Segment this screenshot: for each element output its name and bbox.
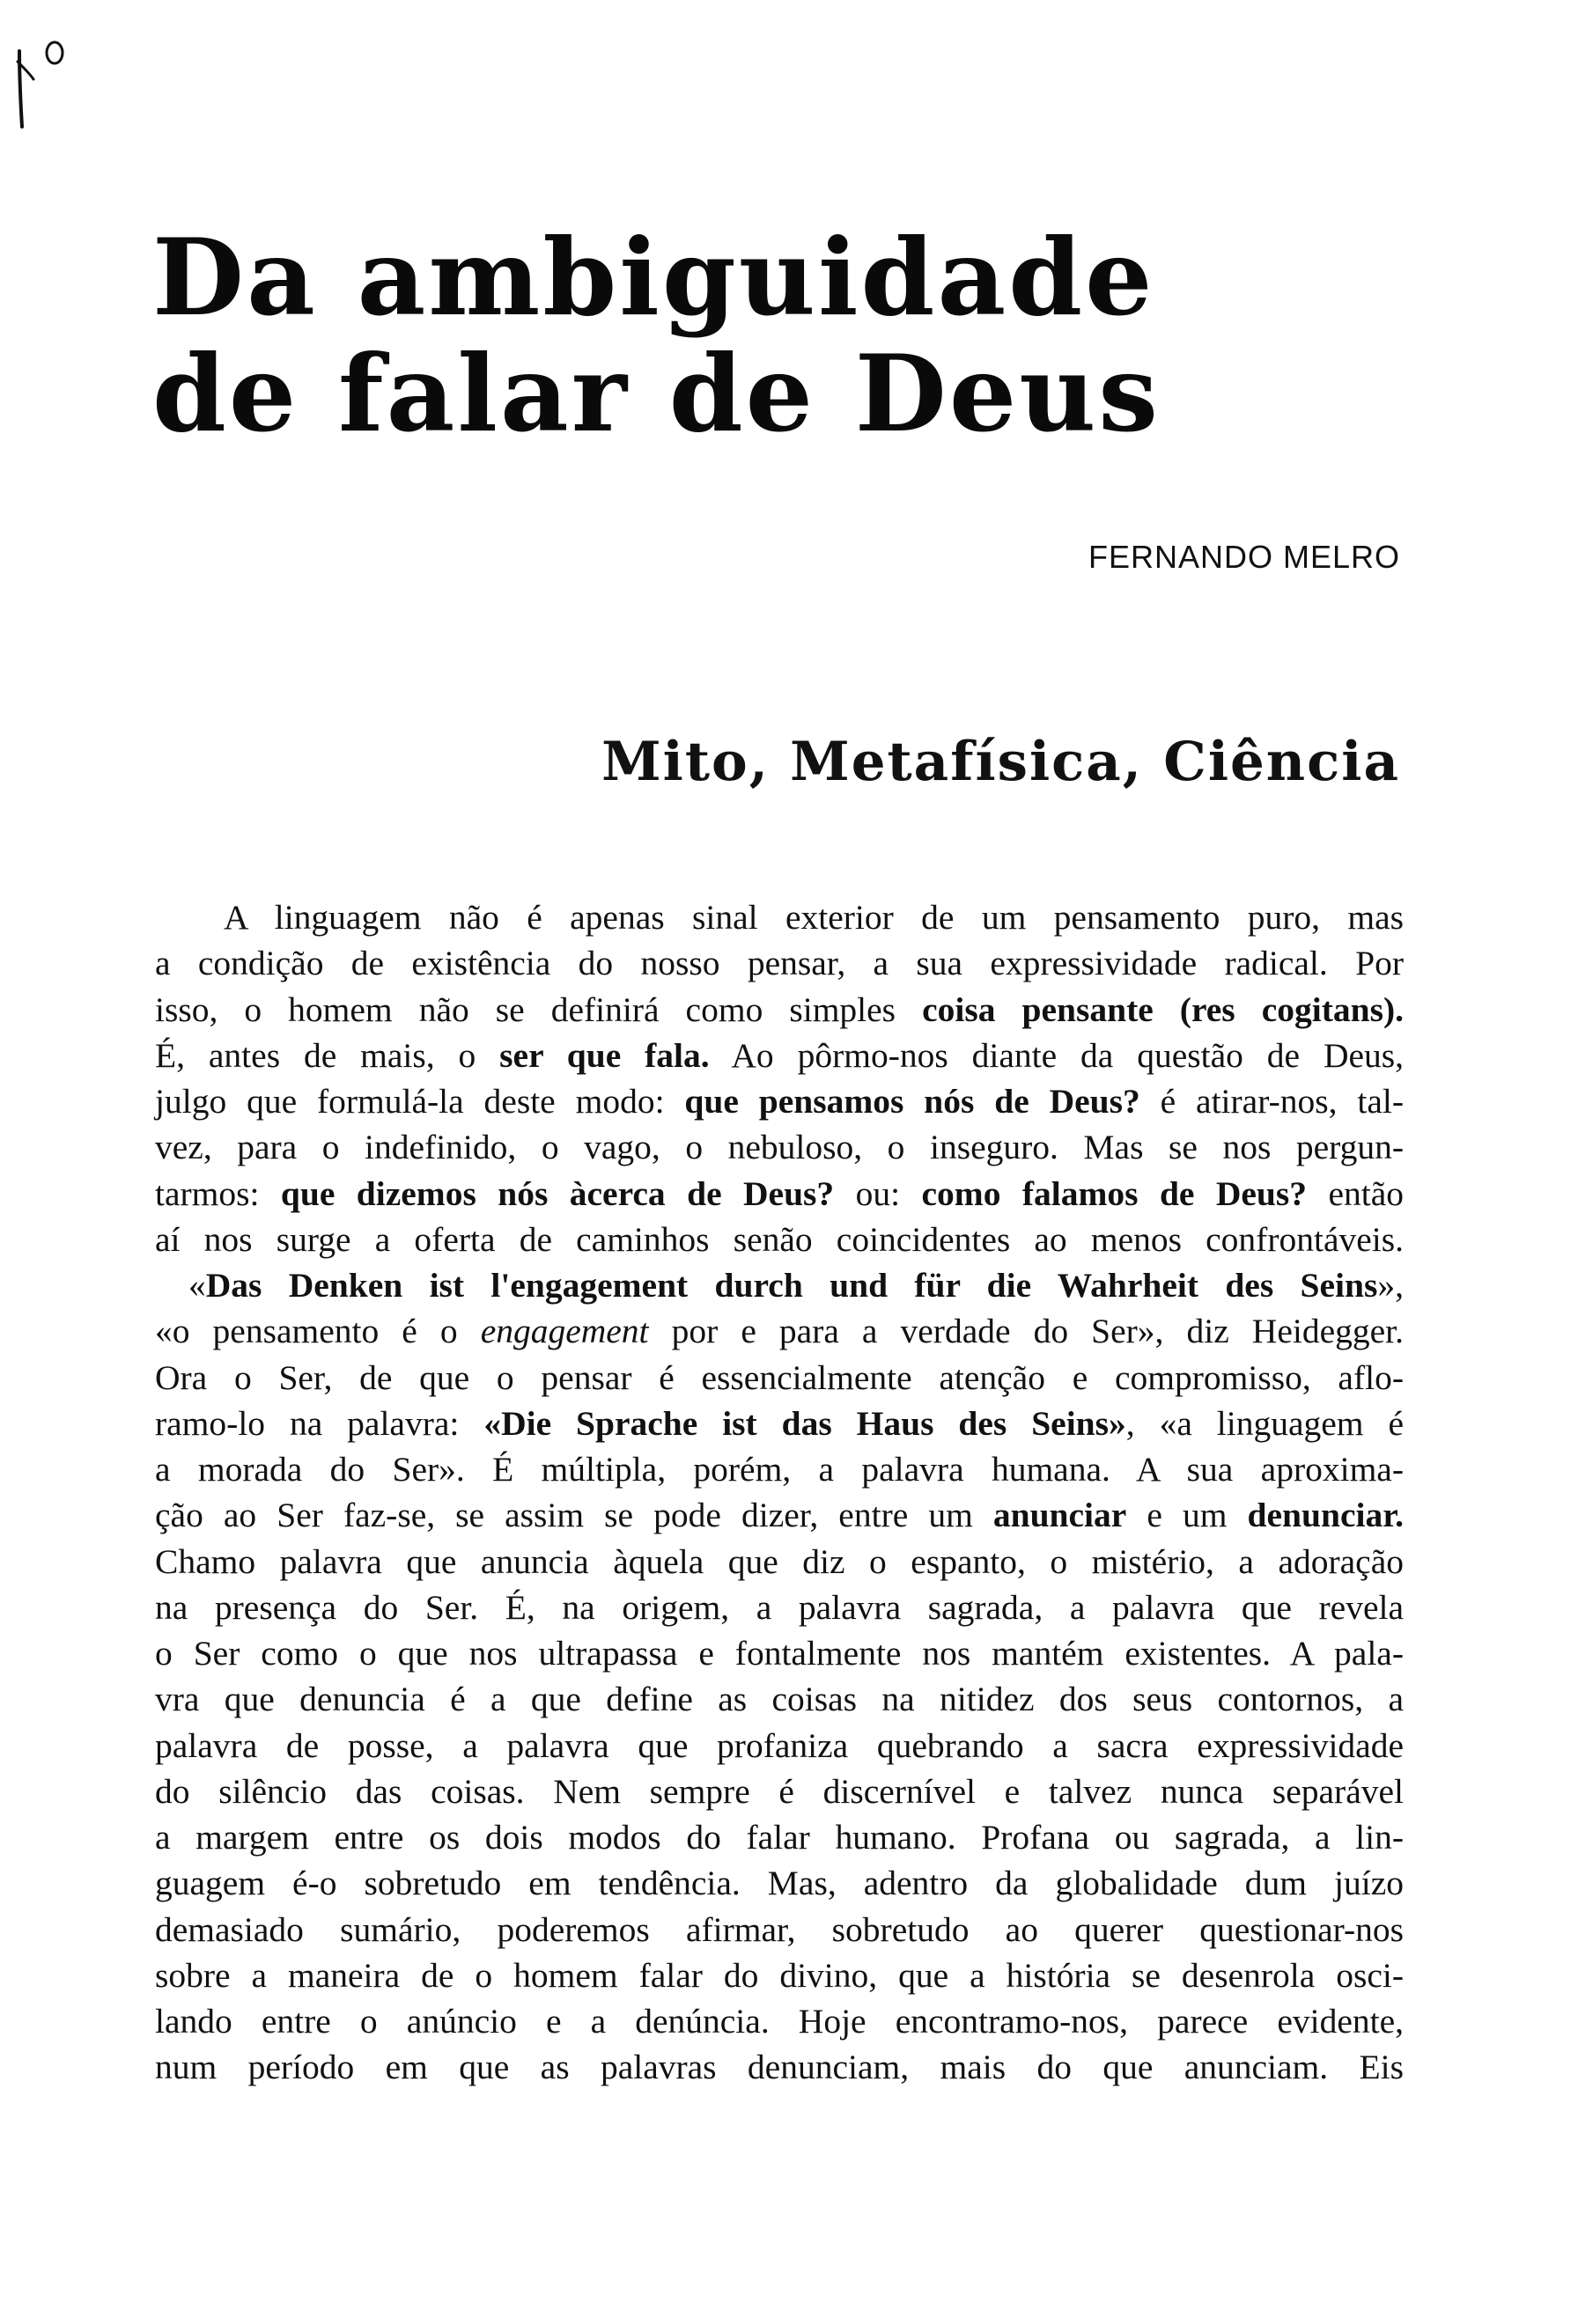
article-title-line-1: Da ambiguidade <box>152 216 1155 340</box>
text-fragment: tarmos: <box>155 1173 281 1213</box>
bold-phrase: Das Denken ist l'engagement durch und für die Wahrheit des Seins <box>205 1266 1378 1305</box>
text-fragment: isso, o homem não se definirá como simples <box>155 989 923 1029</box>
text-line <box>155 1723 1404 1769</box>
bold-phrase: denunciar. <box>1247 1496 1404 1535</box>
text-line <box>155 1676 1404 1722</box>
text-line <box>155 1907 1404 1953</box>
bold-phrase: «Die Sprache ist das Haus des Seins» <box>483 1403 1126 1443</box>
text-fragment: aí nos surge a oferta de caminhos senão coincidentes ao menos confrontáveis. <box>155 1219 1404 1259</box>
text-fragment: a margem entre os dois modos do falar humano. Profana ou sagrada, a lin- <box>155 1818 1404 1857</box>
text-line <box>155 1539 1404 1585</box>
text-fragment: por e para a verdade do Ser», diz Heidegger. <box>648 1312 1404 1351</box>
text-fragment: demasiado sumário, poderemos afirmar, sobretudo ao querer questionar-nos <box>155 1909 1404 1949</box>
text-line <box>155 1446 1404 1492</box>
text-fragment: guagem é-o sobretudo em tendência. Mas, adentro da globalidade dum juízo <box>155 1864 1404 1903</box>
text-line <box>155 1308 1404 1354</box>
text-line <box>155 2044 1404 2090</box>
text-fragment: e um <box>1126 1496 1248 1535</box>
text-line <box>155 1814 1404 1860</box>
text-fragment: palavra de posse, a palavra que profaniza quebrando a sacra expressividade <box>155 1725 1404 1765</box>
text-fragment: A linguagem não é apenas sinal exterior de um pensamento puro, mas <box>224 898 1404 937</box>
text-fragment: », <box>1377 1266 1404 1305</box>
text-fragment: é atirar-nos, tal- <box>1139 1082 1404 1121</box>
text-line <box>155 1492 1404 1538</box>
text-line <box>155 1585 1404 1630</box>
article-body <box>155 894 1404 2091</box>
section-title: Mito, Metafísica, Ciência <box>601 731 1400 793</box>
text-fragment: É, antes de mais, o <box>155 1035 500 1075</box>
text-line <box>155 1171 1404 1217</box>
text-fragment: a condição de existência do nosso pensar, a sua expressividade radical. Por <box>155 944 1404 983</box>
text-line <box>155 1860 1404 1906</box>
text-fragment: ção ao Ser faz-se, se assim se pode dizer, entre um <box>155 1496 993 1535</box>
bold-phrase: que dizemos nós àcerca de Deus? <box>280 1173 835 1213</box>
text-fragment: ou: <box>834 1173 922 1213</box>
text-line <box>155 1033 1404 1078</box>
text-line <box>155 1401 1404 1446</box>
text-line <box>155 1124 1404 1170</box>
text-fragment: julgo que formulá-la deste modo: <box>155 1082 685 1121</box>
text-line <box>155 1953 1404 1998</box>
text-fragment: o Ser como o que nos ultrapassa e fontalmente nos mantém existentes. A pala- <box>155 1634 1404 1673</box>
text-fragment: a morada do Ser». É múltipla, porém, a palavra humana. A sua aproxima- <box>155 1450 1404 1489</box>
text-line <box>155 1262 1404 1308</box>
text-line <box>155 894 1404 940</box>
text-fragment: então <box>1307 1173 1404 1213</box>
text-fragment: Ora o Ser, de que o pensar é essencialmente atenção e compromisso, aflo- <box>155 1357 1404 1397</box>
bold-phrase: como falamos de Deus? <box>921 1173 1308 1213</box>
text-line <box>155 1217 1404 1262</box>
article-title-line-2: de falar de Deus <box>152 332 1161 456</box>
bold-phrase: coisa pensante (res cogitans). <box>922 989 1404 1029</box>
handwritten-page-number <box>7 35 69 132</box>
text-fragment: num período em que as palavras denunciam, mais do que anunciam. Eis <box>155 2048 1404 2087</box>
text-line <box>155 1769 1404 1814</box>
text-fragment: ramo-lo na palavra: <box>155 1403 484 1443</box>
bold-phrase: que pensamos nós de Deus? <box>684 1082 1140 1121</box>
text-fragment: vra que denuncia é a que define as coisas na nitidez dos seus contornos, a <box>155 1680 1404 1719</box>
text-line <box>155 1355 1404 1401</box>
text-fragment: vez, para o indefinido, o vago, o nebuloso, o inseguro. Mas se nos pergun- <box>155 1128 1404 1167</box>
text-fragment: na presença do Ser. É, na origem, a palavra sagrada, a palavra que revela <box>155 1587 1404 1627</box>
text-fragment: «o pensamento é o <box>155 1312 481 1351</box>
italic-phrase: engagement <box>480 1312 649 1351</box>
text-fragment: Chamo palavra que anuncia àquela que diz o espanto, o mistério, a adoração <box>155 1541 1404 1581</box>
text-line <box>155 940 1404 986</box>
author-name: FERNANDO MELRO <box>1088 539 1400 575</box>
text-line <box>155 987 1404 1033</box>
text-fragment: Ao pôrmo-nos diante da questão de Deus, <box>709 1035 1404 1075</box>
bold-phrase: ser que fala. <box>499 1035 710 1075</box>
text-fragment: sobre a maneira de o homem falar do divino, que a história se desenrola osci- <box>155 1955 1404 1995</box>
text-fragment: do silêncio das coisas. Nem sempre é discernível e talvez nunca separável <box>155 1771 1404 1811</box>
text-line <box>155 1998 1404 2044</box>
text-fragment: lando entre o anúncio e a denúncia. Hoje encontramo-nos, parece evidente, <box>155 2002 1404 2041</box>
bold-phrase: anunciar <box>992 1496 1127 1535</box>
text-fragment: « <box>188 1266 206 1305</box>
text-line <box>155 1630 1404 1676</box>
article-title <box>152 216 1429 456</box>
text-line <box>155 1078 1404 1124</box>
text-fragment: , «a linguagem é <box>1125 1403 1404 1443</box>
